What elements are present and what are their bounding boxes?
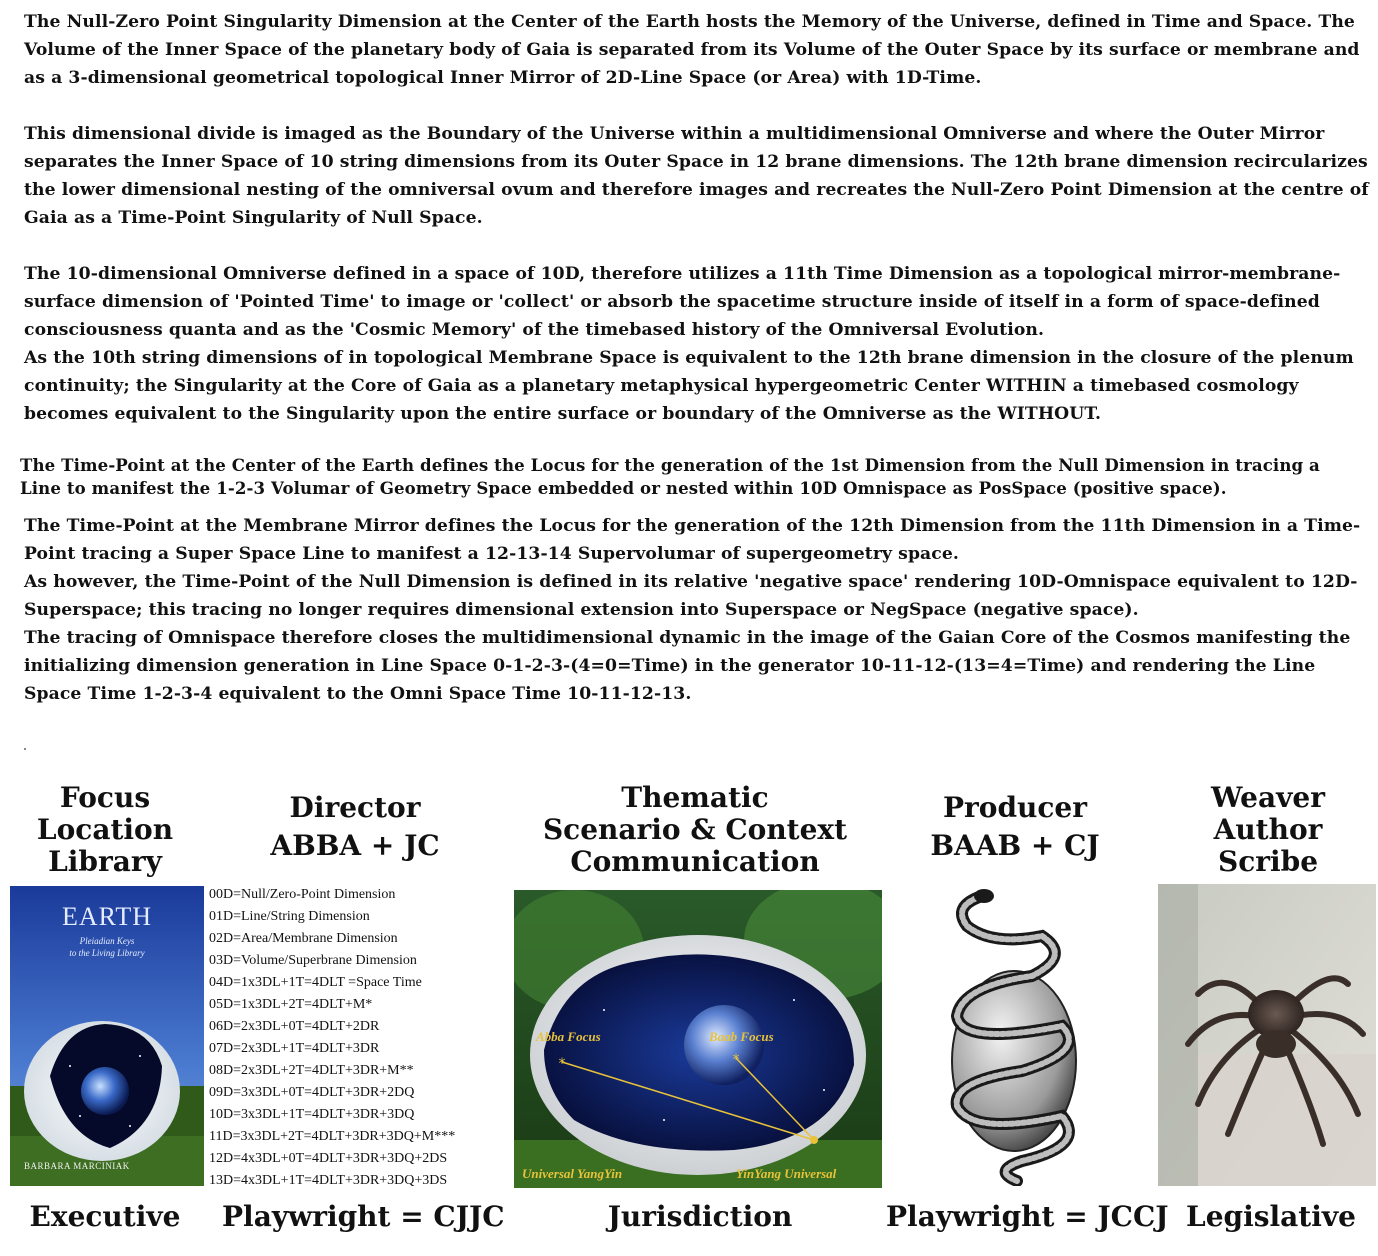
book-cover-image	[10, 886, 204, 1186]
column-footer-playwright-jccj: Playwright = JCCJ	[886, 1200, 1169, 1233]
serpent-egg-image	[922, 886, 1112, 1186]
dimension-item: 10D=3x3DL+1T=4DLT+3DR+3DQ	[209, 1107, 415, 1122]
paragraph-time-point-center: The Time-Point at the Center of the Earth defines the Locus for the generation of the 1st Dimension from the Null Dimension in tracing a Line to manifest the 1-2-3 Volumar of Geometry Space embedded or nested within 10D Omnispace as PosSpace (positive space).	[20, 455, 1320, 498]
paragraph-time-point-membrane: The Time-Point at the Membrane Mirror defines the Locus for the generation of the 12th Dimension from the 11th Dimension in a Time-Point tracing a Super Space Line to manifest a 12-13-14 Supervolumar of supergeometry space. As however, the Time-Point of the Null Dimension is defined in its relative 'negative space' rendering 10D-Omnispace equivalent to 12D-Superspace; this tracing no longer requires dimensional extension into Superspace or NegSpace (negative space). The tracing of Omnispace therefore closes the multidimensional dynamic in the image of the Gaian Core of the Cosmos manifesting the initializing dimension generation in Line Space 0-1-2-3-(4=0=Time) in the generator 10-11-12-(13=4=Time) and rendering the Line Space Time 1-2-3-4 equivalent to the Omni Space Time 10-11-12-13.	[24, 516, 1361, 704]
svg-text:*: *	[732, 1052, 740, 1068]
column-heading-director: Director ABBA + JC	[270, 791, 440, 862]
dimension-item: 08D=2x3DL+2T=4DLT+3DR+M**	[209, 1063, 414, 1078]
dimension-item: 04D=1x3DL+1T=4DLT =Space Time	[209, 975, 422, 990]
column-footer-jurisdiction: Jurisdiction	[607, 1200, 793, 1233]
dimension-item: 02D=Area/Membrane Dimension	[209, 931, 398, 946]
dimension-item: 11D=3x3DL+2T=4DLT+3DR+3DQ+M***	[209, 1129, 456, 1144]
book-subtitle-2: to the Living Library	[69, 948, 145, 958]
paragraph-dimensional-divide: This dimensional divide is imaged as the Boundary of the Universe within a multidimensional Omniverse and where the Outer Mirror separates the Inner Space of 10 string dimensions from its Outer Space in 12 brane dimensions. The 12th brane dimension recircularizes the lower dimensional nesting of the omniversal ovum and therefore images and recreates the Null-Zero Point Dimension at the centre of Gaia as a Time-Point Singularity of Null Space.	[24, 124, 1369, 228]
dimension-item: 07D=2x3DL+1T=4DLT+3DR	[209, 1041, 380, 1056]
book-title: EARTH	[61, 902, 153, 931]
column-heading-producer: Producer BAAB + CJ	[930, 791, 1100, 862]
dimension-item: 03D=Volume/Superbrane Dimension	[209, 953, 417, 968]
universal-yangyin-label: Universal YangYin	[522, 1166, 623, 1181]
dimension-list	[209, 884, 455, 1192]
dimension-item: 06D=2x3DL+0T=4DLT+2DR	[209, 1019, 380, 1034]
book-subtitle-1: Pleiadian Keys	[79, 936, 135, 946]
column-heading-focus: Focus Location Library	[36, 781, 174, 878]
abba-focus-label: Abba Focus	[536, 1029, 601, 1044]
dimension-item: 12D=4x3DL+0T=4DLT+3DR+3DQ+2DS	[209, 1151, 448, 1166]
column-footer-legislative: Legislative	[1186, 1200, 1356, 1233]
cosmic-egg-image	[514, 890, 882, 1188]
baab-focus-label: Baab Focus	[709, 1029, 774, 1044]
dimension-item: 05D=1x3DL+2T=4DLT+M*	[209, 997, 373, 1012]
column-footer-playwright-cjjc: Playwright = CJJC	[222, 1200, 505, 1233]
yinyang-universal-label: YinYang Universal	[736, 1166, 837, 1181]
column-heading-thematic: Thematic Scenario & Context Communication	[542, 781, 848, 878]
column-footer-executive: Executive	[29, 1200, 181, 1233]
stray-dot	[24, 748, 26, 750]
svg-text:*: *	[558, 1056, 566, 1072]
spider-photo	[1158, 884, 1376, 1186]
dimension-item: 09D=3x3DL+0T=4DLT+3DR+2DQ	[209, 1085, 415, 1100]
book-author: BARBARA MARCINIAK	[24, 1161, 130, 1171]
dimension-item: 00D=Null/Zero-Point Dimension	[209, 887, 396, 902]
column-heading-weaver: Weaver Author Scribe	[1211, 781, 1325, 878]
paragraph-omniverse: The 10-dimensional Omniverse defined in a space of 10D, therefore utilizes a 11th Time Dimension as a topological mirror-membrane-surface dimension of 'Pointed Time' to image or 'collect' or absorb the spacetime structure inside of itself in a form of space-defined consciousness quanta and as the 'Cosmic Memory' of the timebased history of the Omniversal Evolution. As the 10th string dimensions of in topological Membrane Space is equivalent to the 12th brane dimension in the closure of the plenum continuity; the Singularity at the Core of Gaia as a planetary metaphysical hypergeometric Center WITHIN a timebased cosmology becomes equivalent to the Singularity upon the entire surface or boundary of the Omniverse as the WITHOUT.	[24, 264, 1354, 424]
paragraph-null-zero-point: The Null-Zero Point Singularity Dimension at the Center of the Earth hosts the Memory of the Universe, defined in Time and Space. The Volume of the Inner Space of the planetary body of Gaia is separated from its Volume of the Outer Space by its surface or membrane and as a 3-dimensional geometrical topological Inner Mirror of 2D-Line Space (or Area) with 1D-Time.	[24, 12, 1360, 88]
dimension-item: 13D=4x3DL+1T=4DLT+3DR+3DQ+3DS	[209, 1173, 448, 1188]
dimension-item: 01D=Line/String Dimension	[209, 909, 370, 924]
